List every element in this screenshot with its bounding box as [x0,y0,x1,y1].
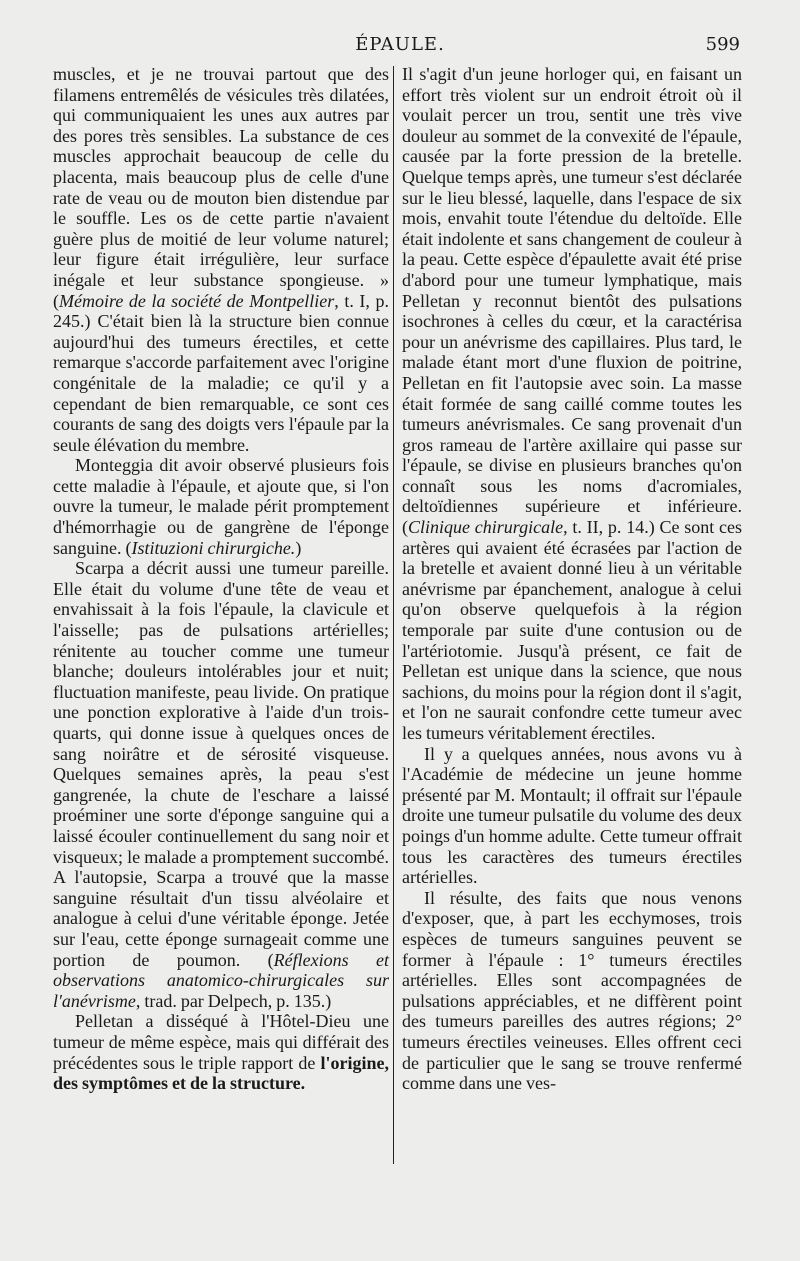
paragraph: Il résulte, des faits que nous venons d'exposer, que, à part les ecchymoses, trois espèces de tumeurs sanguines peuvent se former à l'épaule : 1° tumeurs érectiles artérielles. Elles sont accompagnées de pulsations appréciables, et ne diffèrent point des tumeurs pareilles des autres régions; 2° tumeurs érectiles veineuses. Elles offrent ceci de particulier que le sang se trouve renfermé comme dans une ves- [402,887,742,1094]
paragraph [53,455,389,558]
citation: Clinique chirurgicale [408,517,564,538]
paragraph [402,64,742,744]
paragraph [53,558,389,1011]
text-run: Pelletan a disséqué à l'Hôtel-Dieu une tumeur de même espèce, mais qui différait des précédentes sous le triple rapport de [53,1011,389,1073]
page-number: 599 [705,34,740,55]
text-run: Scarpa a décrit aussi une tumeur pareille. Elle était du volume d'une tête de veau et envahissait à la fois l'épaule, la clavicule et l'aisselle; pas de pulsations artérielles; rénitente au toucher comme une tumeur blanche; douleurs intolérables jour et nuit; fluctuation manifeste, peau livide. On pratique une ponction explorative à l'aide d'un trois-quarts, qui donne issue à quelques onces de sang noirâtre et de sérosité visqueuse. Quelques semaines après, la peau s'est gangrenée, la chute de l'eschare a laissé proéminer une sorte d'éponge sanguine qui a laissé écouler continuellement du sang noir et visqueux; le malade a promptement succombé. A l'autopsie, Scarpa a trouvé que la masse sanguine résultait d'un tissu alvéolaire et analogue à celui d'une véritable éponge. Jetée sur l'eau, cette éponge surnageait comme une portion de poumon. ( [53,558,389,970]
page-header [0,34,800,60]
left-column [53,64,389,1094]
citation: Istituzioni chirurgiche. [131,537,296,558]
text-run: Il s'agit d'un jeune horloger qui, en faisant un effort très violent sur un endroit étroit où il voulait percer un trou, sentit une très vive douleur au sommet de la convexité de l'épaule, causée par la forte pression de la bretelle. Quelque temps après, une tumeur s'est déclarée sur le lieu blessé, laquelle, dans l'espace de six mois, envahit toute l'étendue du deltoïde. Elle était indolente et sans changement de couleur à la peau. Cette espèce d'épaulette avait été prise d'abord pour une tumeur lymphatique, mais Pelletan y reconnut bientôt des pulsations isochrones à celles du cœur, et la caractérisa pour un anévrisme des capillaires. Plus tard, le malade étant mort d'une fluxion de poitrine, Pelletan en fit l'autopsie avec soin. La masse était formée de sang caillé comme toutes les tumeurs anévrismales. Ce sang provenait d'un gros rameau de l'artère axillaire qui passe sur l'épaule, se divise en plusieurs branches qu'on connaît sous les noms d'acromiales, deltoïdiennes supérieure et inférieure. ( [402,64,742,538]
text-run: l'origine, des symptômes et de la structure. [53,1052,389,1094]
running-title: ÉPAULE. [355,34,445,55]
text-run: , trad. par Delpech, p. 135.) [135,990,332,1011]
citation: Mémoire de la société de Montpellier [59,290,335,311]
text-run: Monteggia dit avoir observé plusieurs fois cette maladie à l'épaule, et ajoute que, si l'on ouvre la tumeur, le malade périt promptement d'hémorrhagie ou de gangrène de l'éponge sanguine. ( [53,455,389,558]
text-run: ) [295,537,302,558]
right-column [402,64,742,1094]
text-run: , t. I, p. 245.) C'était bien là la structure bien connue aujourd'hui des tumeurs érectiles, et cette remarque s'accorde parfaitement avec l'origine congénitale de la maladie; ce qu'il y a cependant de bien remarquable, ce sont ces courants de sang des doigts vers l'épaule par la seule élévation du membre. [53,290,389,455]
text-run: muscles, et je ne trouvai partout que des filamens entremêlés de vésicules très dilatées, qui communiquaient les unes aux autres par des pores très sensibles. La substance de ces muscles approchait beaucoup de celle du placenta, mais beaucoup plus de celle d'une rate de veau ou de mouton bien distendue par le souffle. Les os de cette partie n'avaient guère plus de moitié de leur volume naturel; leur figure était irrégulière, leur surface inégale et leur substance spongieuse. » ( [53,64,389,311]
paragraph [53,64,389,455]
citation: Réflexions et observations anatomico-chirurgicales sur l'anévrisme [53,949,389,1011]
paragraph [53,1011,389,1093]
column-divider [393,66,394,1164]
paragraph: Il y a quelques années, nous avons vu à l'Académie de médecine un jeune homme présenté par M. Montault; il offrait sur l'épaule droite une tumeur pulsatile du volume des deux poings d'un homme adulte. Cette tumeur offrait tous les caractères des tumeurs érectiles artérielles. [402,743,742,888]
text-run: , t. II, p. 14.) Ce sont ces artères qui avaient été écrasées par l'action de la bretelle et avaient donné lieu à un véritable anévrisme par épanchement, analogue à celui qu'on observe quelquefois à la région temporale par suite d'une contusion ou de l'artériotomie. Jusqu'à présent, ce fait de Pelletan est unique dans la science, que nous sachions, du moins pour la région dont il s'agit, et l'on ne saurait confondre cette tumeur avec les tumeurs véritablement érectiles. [402,517,743,743]
